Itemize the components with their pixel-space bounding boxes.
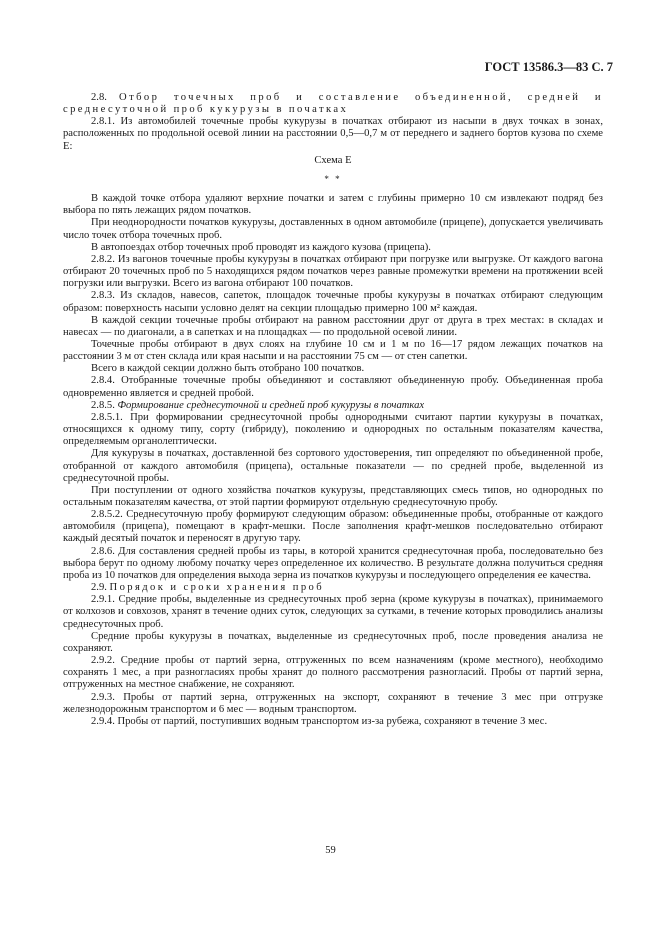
paragraph: При неоднородности початков кукурузы, доставленных в одном автомобиле (прицепе), допускается увеличивать число точек отбора точечных проб. bbox=[63, 217, 603, 241]
paragraph: 2.9.4. Пробы от партий, поступивших водным транспортом из-за рубежа, сохраняют в течение 3 мес. bbox=[91, 715, 548, 727]
section-number: 2.8.5. bbox=[91, 399, 118, 411]
paragraph: 2.8.4. Отобранные точечные пробы объединяют и составляют объединенную пробу. Объединенная проба одновременно является и средней пробой. bbox=[63, 375, 603, 399]
paragraph: Точечные пробы отбирают в двух слоях на глубине 10 см и 1 м по 16—17 рядом лежащих початков на расстоянии 3 м от стен склада или края насыпи и на расстоянии 75 см — от стен сапетки. bbox=[63, 338, 603, 363]
paragraph: В каждой секции точечные пробы отбирают на равном расстоянии друг от друга в трех местах: в складах и навесах — по диагонали, а в сапетках и на площадках — по продольной осевой линии. bbox=[63, 314, 603, 338]
paragraph: При поступлении от одного хозяйства початков кукурузы, представляющих смесь типов, но однородных по остальным показателям качества, от этой партии формируют отдельную среднесуточную пробу. bbox=[63, 484, 603, 508]
schema-marks: * * bbox=[324, 173, 342, 184]
paragraph: 2.8.3. Из складов, навесов, сапеток, площадок точечные пробы кукурузы в початках отбирают следующим образом: поверхность насыпи условно делят на секции площадью примерно 100 м² каждая. bbox=[63, 290, 603, 314]
paragraph: 2.8.5.1. При формировании среднесуточной пробы однородными считают партии кукурузы в початках, относящихся к одному типу, сорту (гибриду), поколению и однородных по остальным показателям качества, определяемым органолептически. bbox=[63, 411, 603, 448]
section-title: Отбор точечных проб и составление объединенной, средней и среднесуточной проб кукурузы в початках bbox=[63, 92, 603, 116]
paragraph: Для кукурузы в початках, доставленной без сортового удостоверения, тип определяют по объединенной пробе, отобранной от каждого автомобиля (прицепа), остальные показатели — по средней пробе, выделенной из среднесуточной пробы. bbox=[63, 448, 603, 484]
paragraph: Всего в каждой секции должно быть отобрано 100 початков. bbox=[91, 363, 365, 375]
paragraph: 2.8.6. Для составления средней пробы из тары, в которой хранится среднесуточная проба, последовательно без выбора берут по одному любому початку через определенное их количество. В результате должна получиться средняя проба из 10 початков для определения выхода зерна из початков кукурузы и последующего определения ее качества. bbox=[63, 545, 603, 581]
page-header: ГОСТ 13586.3—83 С. 7 bbox=[484, 60, 613, 74]
document-body bbox=[63, 92, 603, 728]
section-heading-2-8 bbox=[63, 92, 603, 116]
paragraph: В каждой точке отбора удаляют верхние початки и затем с глубины примерно 10 см извлекают подряд без выбора по пять лежащих рядом початков. bbox=[63, 193, 603, 217]
section-title: Порядок и сроки хранения проб bbox=[109, 582, 325, 594]
section-number: 2.8. bbox=[91, 92, 120, 103]
paragraph: Средние пробы кукурузы в початках, выделенные из среднесуточных проб, после проведения анализа не сохраняют. bbox=[63, 630, 603, 654]
section-heading-2-8-5 bbox=[63, 400, 603, 412]
paragraph: 2.9.2. Средние пробы от партий зерна, отгруженных по всем назначениям (кроме местного), необходимо сохранять 1 мес, а при разногласиях пробы хранят до полного рассмотрения разногласий. Пробы от партий зерна, отгруженных на местное снабжение, не сохраняют. bbox=[63, 655, 603, 691]
paragraph: В автопоездах отбор точечных проб проводят из каждого кузова (прицепа). bbox=[91, 241, 431, 253]
paragraph: 2.8.2. Из вагонов точечные пробы кукурузы в початках отбирают при погрузке или выгрузке. От каждого вагона отбирают 20 точечных проб по 5 находящихся рядом початков через равные промежутки времени на протяжении всей погрузки или выгрузки. Всего из вагона отбирают 100 початков. bbox=[63, 253, 603, 290]
paragraph: 2.8.5.2. Среднесуточную пробу формируют следующим образом: объединенные пробы, отобранные от каждого автомобиля (прицепа), помещают в крафт-мешки. После заполнения крафт-мешков последовательно отбирают каждый десятый початок и переносят в другую тару. bbox=[63, 509, 603, 545]
page-number: 59 bbox=[325, 845, 336, 856]
section-heading-2-9 bbox=[63, 582, 603, 594]
paragraph: 2.9.3. Пробы от партий зерна, отгруженных на экспорт, сохраняют в течение 3 мес при отгрузке железнодорожным транспортом и 6 мес — водным транспортом. bbox=[63, 691, 603, 715]
section-title: Формирование среднесуточной и средней проб кукурузы в початках bbox=[117, 399, 425, 411]
paragraph: 2.9.1. Средние пробы, выделенные из среднесуточных проб зерна (кроме кукурузы в початках), принимаемого от колхозов и совхозов, хранят в течение одних суток, следующих за сутками, в течение которых проводились анализы среднесуточных проб. bbox=[63, 594, 603, 630]
paragraph: 2.8.1. Из автомобилей точечные пробы кукурузы в початках отбирают из насыпи в двух точках в зонах, расположенных по продольной осевой линии на расстоянии 0,5—0,7 м от переднего и заднего бортов кузова по схеме Е: bbox=[63, 116, 603, 152]
section-number: 2.9. bbox=[91, 582, 110, 594]
schema-label: Схема Е bbox=[314, 154, 352, 166]
